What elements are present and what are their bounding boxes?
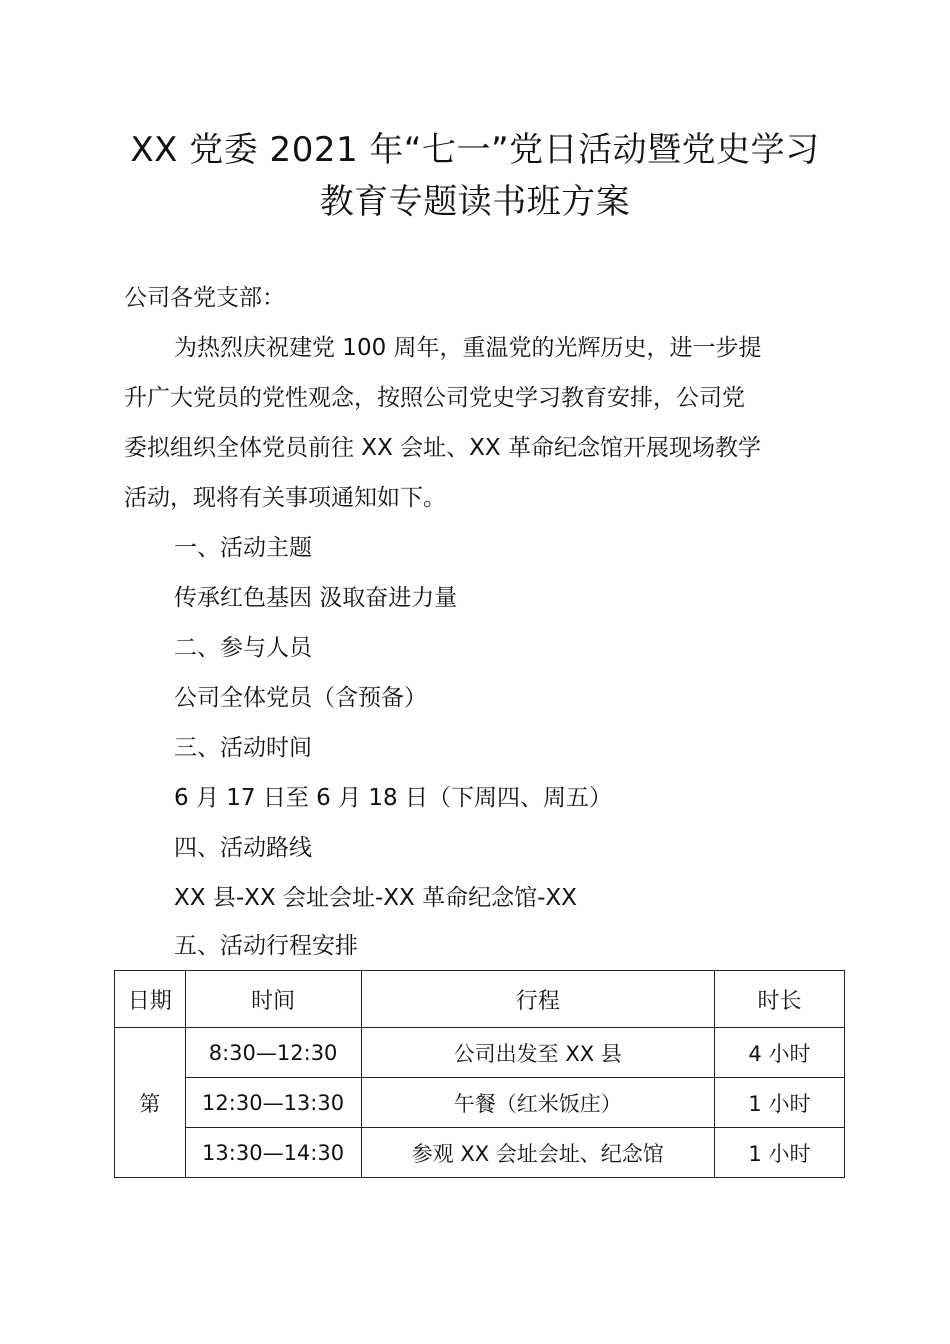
- table-row: [115, 1028, 845, 1078]
- intro-line-4: 活动，现将有关事项通知如下。: [124, 485, 446, 511]
- duration-cell: 1 小时: [714, 1128, 844, 1178]
- time-cell: 8:30—12:30: [185, 1028, 361, 1078]
- date-cell: 第: [115, 1028, 186, 1178]
- document-title-line-1: XX 党委 2021 年“七一”党日活动暨党史学习: [130, 130, 820, 170]
- route-cell: 公司出发至 XX 县: [361, 1028, 714, 1078]
- time-cell: 12:30—13:30: [185, 1078, 361, 1128]
- header-duration: 时长: [714, 971, 844, 1028]
- section-heading-schedule: 五、活动行程安排: [174, 933, 358, 959]
- duration-cell: 1 小时: [714, 1078, 844, 1128]
- time-cell: 13:30—14:30: [185, 1128, 361, 1178]
- intro-line-2: 升广大党员的党性观念，按照公司党史学习教育安排，公司党: [124, 385, 745, 411]
- intro-line-3: 委拟组织全体党员前往 XX 会址、XX 革命纪念馆开展现场教学: [124, 435, 761, 461]
- section-content-route: XX 县-XX 会址会址-XX 革命纪念馆-XX: [174, 885, 577, 911]
- salutation: 公司各党支部：: [124, 285, 285, 311]
- section-content-participants: 公司全体党员（含预备）: [174, 685, 427, 711]
- table-header-row: [115, 971, 845, 1028]
- section-content-theme: 传承红色基因 汲取奋进力量: [174, 585, 458, 611]
- table-row: [115, 1078, 845, 1128]
- section-heading-participants: 二、参与人员: [174, 635, 312, 661]
- route-cell: 参观 XX 会址会址、纪念馆: [361, 1128, 714, 1178]
- header-date: 日期: [115, 971, 186, 1028]
- intro-line-1: 为热烈庆祝建党 100 周年，重温党的光辉历史，进一步提: [174, 335, 762, 361]
- table-row: [115, 1128, 845, 1178]
- section-content-time: 6 月 17 日至 6 月 18 日（下周四、周五）: [174, 785, 612, 811]
- document-title-line-2: 教育专题读书班方案: [319, 182, 631, 222]
- section-heading-route: 四、活动路线: [174, 835, 312, 861]
- schedule-table: [114, 970, 845, 1178]
- section-heading-theme: 一、活动主题: [174, 535, 312, 561]
- section-heading-time: 三、活动时间: [174, 735, 312, 761]
- header-time: 时间: [185, 971, 361, 1028]
- route-cell: 午餐（红米饭庄）: [361, 1078, 714, 1128]
- duration-cell: 4 小时: [714, 1028, 844, 1078]
- header-route: 行程: [361, 971, 714, 1028]
